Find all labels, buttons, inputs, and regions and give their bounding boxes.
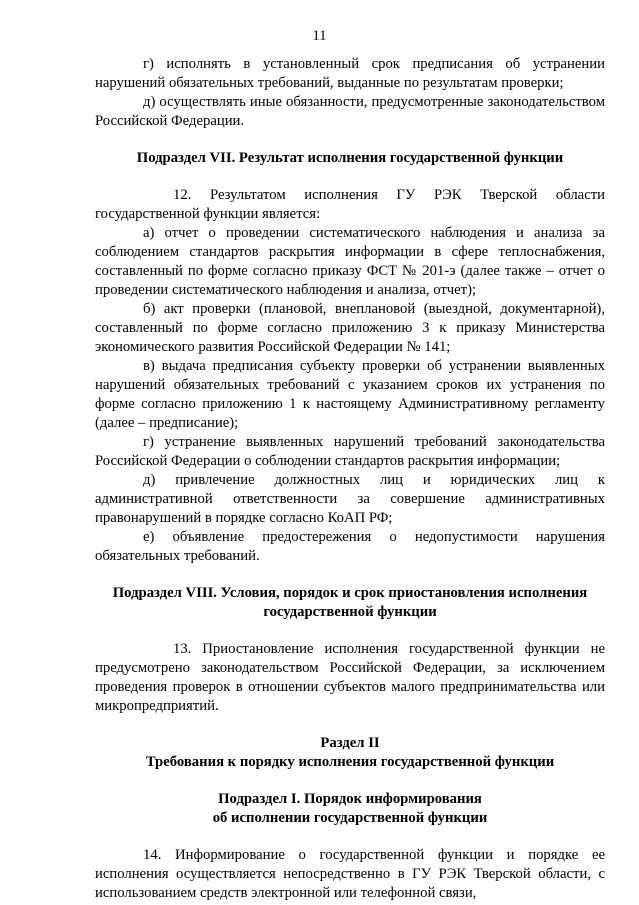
document-body [95, 55, 605, 903]
paragraph-12-v: в) выдача предписания субъекту проверки об устранении выявленных нарушений обязательных требований с указанием сроков их устранения по форме согласно приложению 1 к настоящему Административному регламенту (далее – предписание); [95, 358, 605, 431]
paragraph-12-d: д) привлечение должностных лиц и юридических лиц к административной ответственности за совершение административных правонарушений в порядке согласно КоАП РФ; [95, 472, 605, 526]
paragraph-12-e: е) объявление предостережения о недопустимости нарушения обязательных требований. [95, 529, 605, 564]
heading-subsection-i-line1: Подраздел I. Порядок информирования [218, 791, 482, 807]
heading-subsection-viii-line1: Подраздел VIII. Условия, порядок и срок приостановления исполнения [112, 585, 588, 601]
paragraph-12-g: г) устранение выявленных нарушений требований законодательства Российской Федерации о соблюдении стандартов раскрытия информации; [95, 434, 605, 469]
heading-subsection-viii-line2: государственной функции [263, 604, 437, 620]
paragraph-12-a: а) отчет о проведении систематического наблюдения и анализа за соблюдением стандартов раскрытия информации в сфере теплоснабжения, составленный по форме согласно приказу ФСТ № 201-э (далее также – отчет о проведении систематического наблюдения и анализа, отчет); [95, 225, 605, 298]
page-number: 11 [312, 28, 327, 44]
paragraph-12: 12. Результатом исполнения ГУ РЭК Тверской области государственной функции является: [95, 187, 605, 222]
heading-section-ii: Раздел II [320, 735, 380, 751]
paragraph-12-b: б) акт проверки (плановой, внеплановой (выездной, документарной), составленный по форме согласно приложению 3 к приказу Министерства экономического развития Российской Федерации № 141; [95, 301, 605, 355]
paragraph-d-obligations: д) осуществлять иные обязанности, предусмотренные законодательством Российской Федерации. [95, 94, 605, 129]
paragraph-g-obligations: г) исполнять в установленный срок предписания об устранении нарушений обязательных требований, выданные по результатам проверки; [95, 56, 605, 91]
heading-subsection-vii: Подраздел VII. Результат исполнения государственной функции [136, 150, 564, 166]
paragraph-13: 13. Приостановление исполнения государственной функции не предусмотрено законодательством Российской Федерации, за исключением проведения проверок в отношении субъектов малого предпринимательства или микропредприятий. [95, 641, 605, 714]
heading-section-ii-title: Требования к порядку исполнения государственной функции [145, 754, 555, 770]
heading-subsection-i-line2: об исполнении государственной функции [212, 810, 488, 826]
paragraph-14: 14. Информирование о государственной функции и порядке ее исполнения осуществляется непосредственно в ГУ РЭК Тверской области, с использованием средств электронной или телефонной связи, [95, 847, 605, 901]
